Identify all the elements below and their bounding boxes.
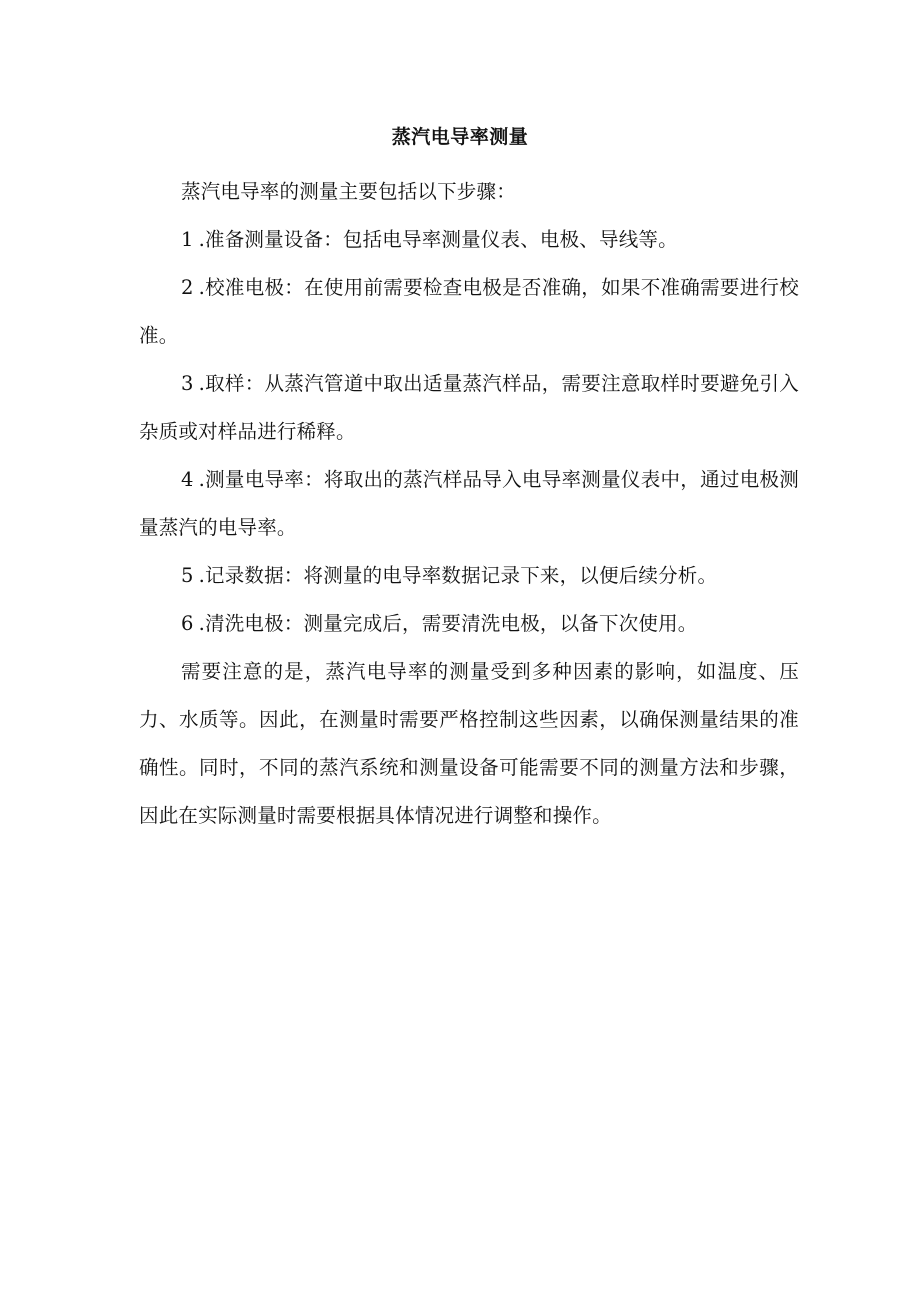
- step-text: .清洗电极：测量完成后，需要清洗电极，以备下次使用。: [198, 612, 698, 635]
- step-paragraph: [139, 552, 799, 600]
- intro-paragraph: 蒸汽电导率的测量主要包括以下步骤：: [181, 180, 516, 203]
- step-paragraph: [139, 456, 799, 552]
- step-text: .测量电导率：将取出的蒸汽样品导入电导率测量仪表中，通过电极测量蒸汽的电导率。: [139, 468, 799, 539]
- step-text: .校准电极：在使用前需要检查电极是否准确，如果不准确需要进行校准。: [139, 276, 799, 347]
- step-paragraph: [139, 360, 799, 456]
- note-paragraph: 需要注意的是，蒸汽电导率的测量受到多种因素的影响，如温度、压力、水质等。因此，在测量时需要严格控制这些因素，以确保测量结果的准确性。同时，不同的蒸汽系统和测量设备可能需要不同的测量方法和步骤，因此在实际测量时需要根据具体情况进行调整和操作。: [139, 660, 799, 827]
- step-number: 2: [181, 276, 194, 299]
- document-title: 蒸汽电导率测量: [391, 126, 529, 148]
- step-number: 6: [181, 612, 194, 635]
- step-paragraph: [139, 264, 799, 360]
- document-body: [139, 168, 799, 840]
- step-text: .取样：从蒸汽管道中取出适量蒸汽样品，需要注意取样时要避免引入杂质或对样品进行稀释。: [139, 372, 799, 443]
- step-number: 5: [181, 564, 194, 587]
- step-number: 1: [181, 228, 194, 251]
- step-paragraph: [139, 600, 799, 648]
- step-number: 3: [181, 372, 194, 395]
- step-paragraph: [139, 216, 799, 264]
- step-number: 4: [181, 468, 194, 491]
- step-text: .记录数据：将测量的电导率数据记录下来，以便后续分析。: [198, 564, 718, 587]
- step-text: .准备测量设备：包括电导率测量仪表、电极、导线等。: [198, 228, 678, 251]
